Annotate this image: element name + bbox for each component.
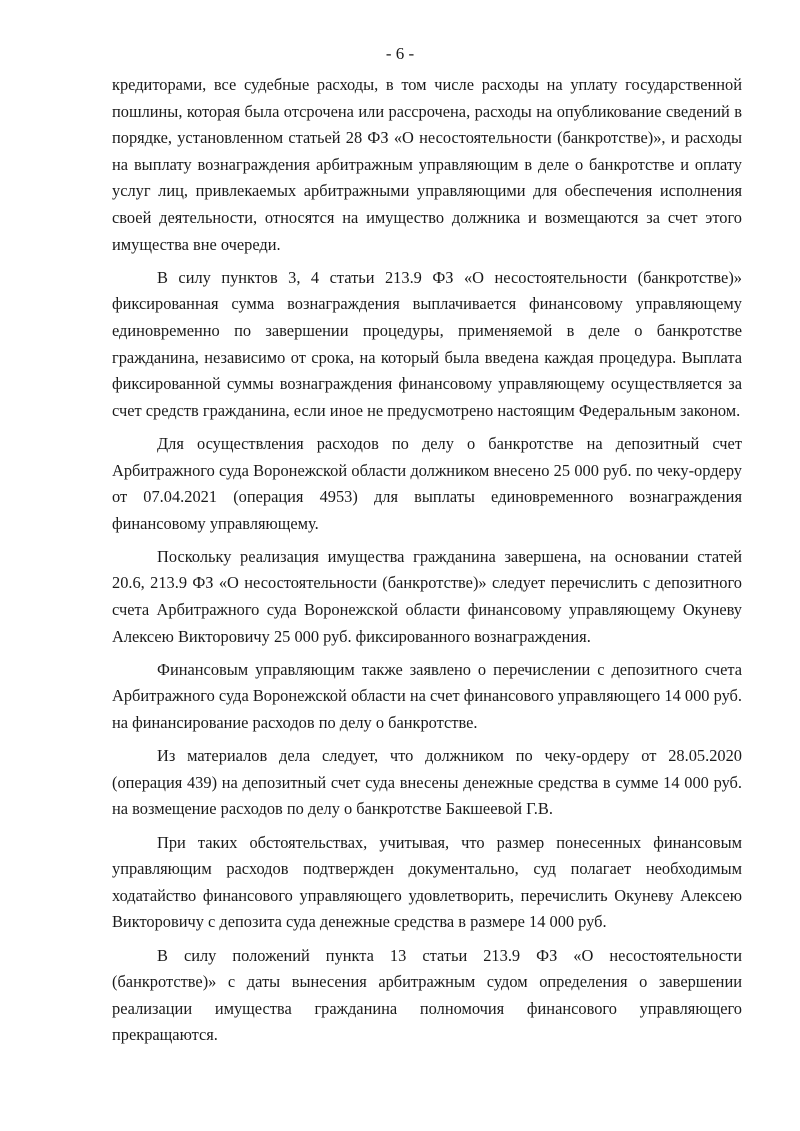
paragraph-court-decision: При таких обстоятельствах, учитывая, что размер понесенных финансовым управляющим расходов подтвержден документально, суд полагает необходимым ходатайство финансового управляющего удовлетворить, перечислить Окуневу Алексею Викторовичу с депозита суда денежные средства в размере 14 000 руб.: [112, 832, 742, 932]
paragraph-powers-terminated: В силу положений пункта 13 статьи 213.9 ФЗ «О несостоятельности (банкротстве)» с даты вынесения арбитражным судом определения о завершении реализации имущества гражданина полномочия финансового управляющего прекращаются.: [112, 945, 742, 1045]
page-number: - 6 -: [385, 44, 415, 63]
document-body: [112, 72, 742, 1056]
paragraph-continuation: кредиторами, все судебные расходы, в том числе расходы на уплату государственной пошлины, которая была отсрочена или рассрочена, расходы на опубликование сведений в порядке, установленном статьей 28 ФЗ «О несостоятельности (банкротстве)», и расходы на выплату вознаграждения арбитражным управляющим в деле о банкротстве и оплату услуг лиц, привлекаемых арбитражными управляющими для обеспечения исполнения своей деятельности, относятся на имущество должника и возмещаются за счет этого имущества вне очереди.: [112, 75, 742, 254]
paragraph-expense-request: Финансовым управляющим также заявлено о перечислении с депозитного счета Арбитражного суда Воронежской области на счет финансового управляющего 14 000 руб. на финансирование расходов по делу о банкротстве.: [112, 659, 742, 733]
paragraph-deposit-25000: Для осуществления расходов по делу о банкротстве на депозитный счет Арбитражного суда Воронежской области должником внесено 25 000 руб. по чеку-ордеру от 07.04.2021 (операция 4953) для выплаты единовременного вознаграждения финансовому управляющему.: [112, 433, 742, 533]
paragraph-deposit-14000: Из материалов дела следует, что должником по чеку-ордеру от 28.05.2020 (операция 439) на депозитный счет суда внесены денежные средства в сумме 14 000 руб. на возмещение расходов по делу о банкротстве Бакшеевой Г.В.: [112, 746, 742, 819]
paragraph-transfer-fee: Поскольку реализация имущества гражданина завершена, на основании статей 20.6, 213.9 ФЗ «О несостоятельности (банкротстве)» следует перечислить с депозитного счета Арбитражного суда Воронежской области финансовому управляющему Окуневу Алексею Викторовичу 25 000 руб. фиксированного вознаграждения.: [112, 546, 742, 646]
paragraph-fixed-fee: В силу пунктов 3, 4 статьи 213.9 ФЗ «О несостоятельности (банкротстве)» фиксированная сумма вознаграждения выплачивается финансовому управляющему единовременно по завершении процедуры, применяемой в деле о банкротстве гражданина, независимо от срока, на который была введена каждая процедура. Выплата фиксированной суммы вознаграждения финансовому управляющему осуществляется за счет средств гражданина, если иное не предусмотрено настоящим Федеральным законом.: [112, 267, 742, 420]
